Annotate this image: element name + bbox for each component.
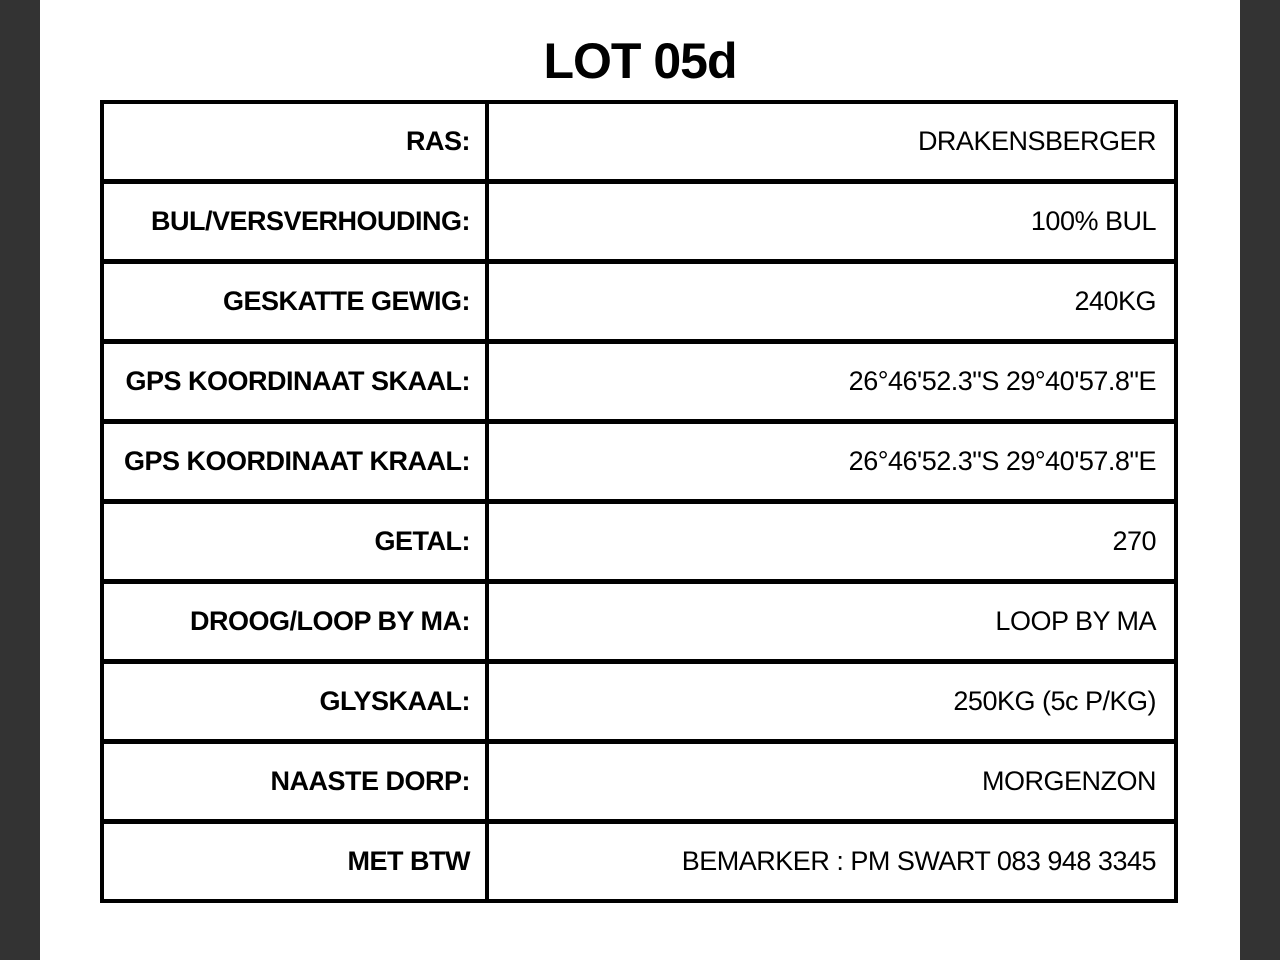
row-label: NAASTE DORP: bbox=[104, 744, 489, 819]
row-value: LOOP BY MA bbox=[995, 606, 1156, 636]
row-label: RAS: bbox=[104, 104, 489, 179]
row-label: GPS KOORDINAAT KRAAL: bbox=[104, 424, 489, 499]
row-label: GLYSKAAL: bbox=[104, 664, 489, 739]
row-value: 240KG bbox=[1074, 286, 1156, 316]
table-row-gps-koordinaat-kraal bbox=[104, 419, 1174, 499]
table-row-geskatte-gewig bbox=[104, 259, 1174, 339]
table-row-naaste-dorp bbox=[104, 739, 1174, 819]
row-label: MET BTW bbox=[104, 824, 489, 899]
row-value: DRAKENSBERGER bbox=[917, 126, 1156, 156]
row-value: 26°46'52.3"S 29°40'57.8"E bbox=[848, 366, 1156, 396]
row-value: 26°46'52.3"S 29°40'57.8"E bbox=[848, 446, 1156, 476]
left-frame-bar bbox=[0, 0, 40, 960]
table-row-droog-loop-by-ma bbox=[104, 579, 1174, 659]
row-label: GPS KOORDINAAT SKAAL: bbox=[104, 344, 489, 419]
table-row-bul-versverhouding bbox=[104, 179, 1174, 259]
row-label: DROOG/LOOP BY MA: bbox=[104, 584, 489, 659]
row-value: MORGENZON bbox=[982, 766, 1156, 796]
row-value: 270 bbox=[1112, 526, 1156, 556]
row-value: BEMARKER : PM SWART 083 948 3345 bbox=[681, 846, 1156, 876]
row-label: GETAL: bbox=[104, 504, 489, 579]
row-label: BUL/VERSVERHOUDING: bbox=[104, 184, 489, 259]
row-value: 250KG (5c P/KG) bbox=[953, 686, 1156, 716]
row-label: GESKATTE GEWIG: bbox=[104, 264, 489, 339]
table-row-met-btw bbox=[104, 819, 1174, 899]
lot-details-table bbox=[100, 100, 1178, 903]
table-row-ras bbox=[104, 104, 1174, 179]
row-value: 100% BUL bbox=[1030, 206, 1156, 236]
right-frame-bar bbox=[1240, 0, 1280, 960]
table-row-getal bbox=[104, 499, 1174, 579]
page-title: LOT 05d bbox=[543, 33, 737, 89]
table-row-gps-koordinaat-skaal bbox=[104, 339, 1174, 419]
table-row-glyskaal bbox=[104, 659, 1174, 739]
